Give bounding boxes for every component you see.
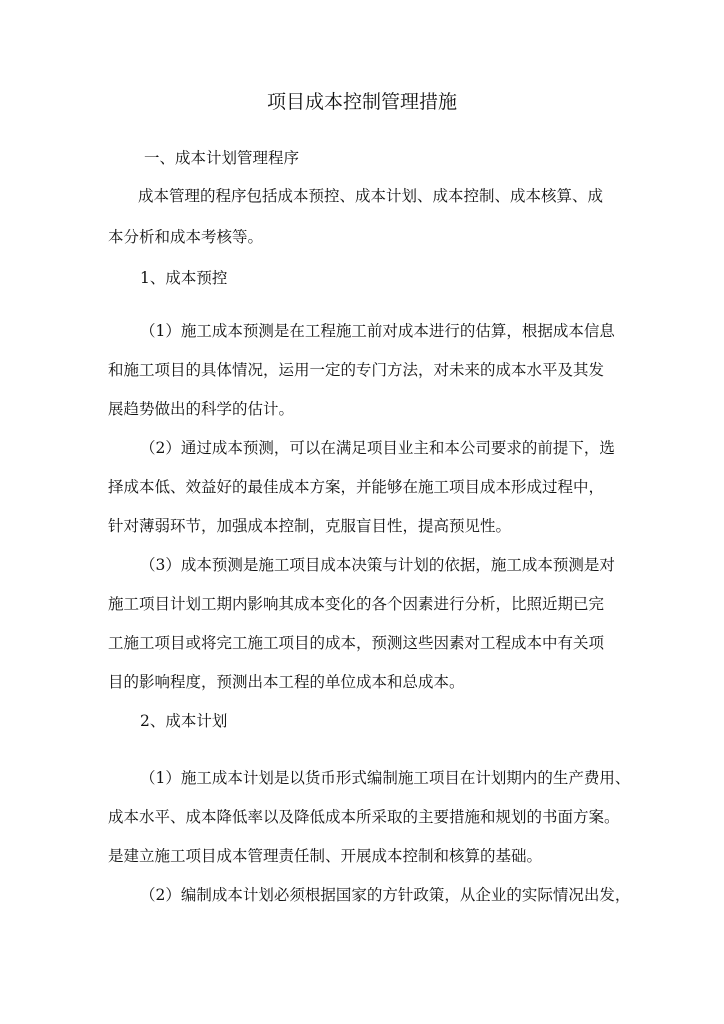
paragraph-line: 和施工项目的具体情况，运用一定的专门方法，对未来的成本水平及其发 <box>108 361 605 379</box>
paragraph-line: 择成本低、效益好的最佳成本方案，并能够在施工项目成本形成过程中， <box>108 478 605 496</box>
paragraph-line: （2）编制成本计划必须根据国家的方针政策，从企业的实际情况出发， <box>140 886 631 904</box>
paragraph-line: （1）施工成本计划是以货币形式编制施工项目在计划期内的生产费用、 <box>140 769 631 787</box>
subsection-heading: 1、成本预控 <box>140 269 228 287</box>
paragraph-line: 展趋势做出的科学的估计。 <box>108 400 295 418</box>
paragraph-line: （3）成本预测是施工项目成本决策与计划的依据，施工成本预测是对 <box>140 556 615 574</box>
paragraph-line: 针对薄弱环节，加强成本控制，克服盲目性，提高预见性。 <box>108 517 512 535</box>
paragraph-line: 施工项目计划工期内影响其成本变化的各个因素进行分析，比照近期已完 <box>108 595 605 613</box>
paragraph-line: （2）通过成本预测，可以在满足项目业主和本公司要求的前提下，选 <box>140 439 615 457</box>
paragraph-line: 工施工项目或将完工施工项目的成本，预测这些因素对工程成本中有关项 <box>108 634 605 652</box>
section-heading: 一、成本计划管理程序 <box>144 149 300 167</box>
paragraph-line: 成本管理的程序包括成本预控、成本计划、成本控制、成本核算、成 <box>138 187 604 205</box>
paragraph-line: 目的影响程度，预测出本工程的单位成本和总成本。 <box>108 673 465 691</box>
paragraph-line: 是建立施工项目成本管理责任制、开展成本控制和核算的基础。 <box>108 847 543 865</box>
paragraph-line: （1）施工成本预测是在工程施工前对成本进行的估算，根据成本信息 <box>140 322 615 340</box>
subsection-heading: 2、成本计划 <box>140 712 228 730</box>
document-title: 项目成本控制管理措施 <box>266 91 457 113</box>
paragraph-line: 本分析和成本考核等。 <box>108 228 264 246</box>
paragraph-line: 成本水平、成本降低率以及降低成本所采取的主要措施和规划的书面方案。 <box>108 808 620 826</box>
